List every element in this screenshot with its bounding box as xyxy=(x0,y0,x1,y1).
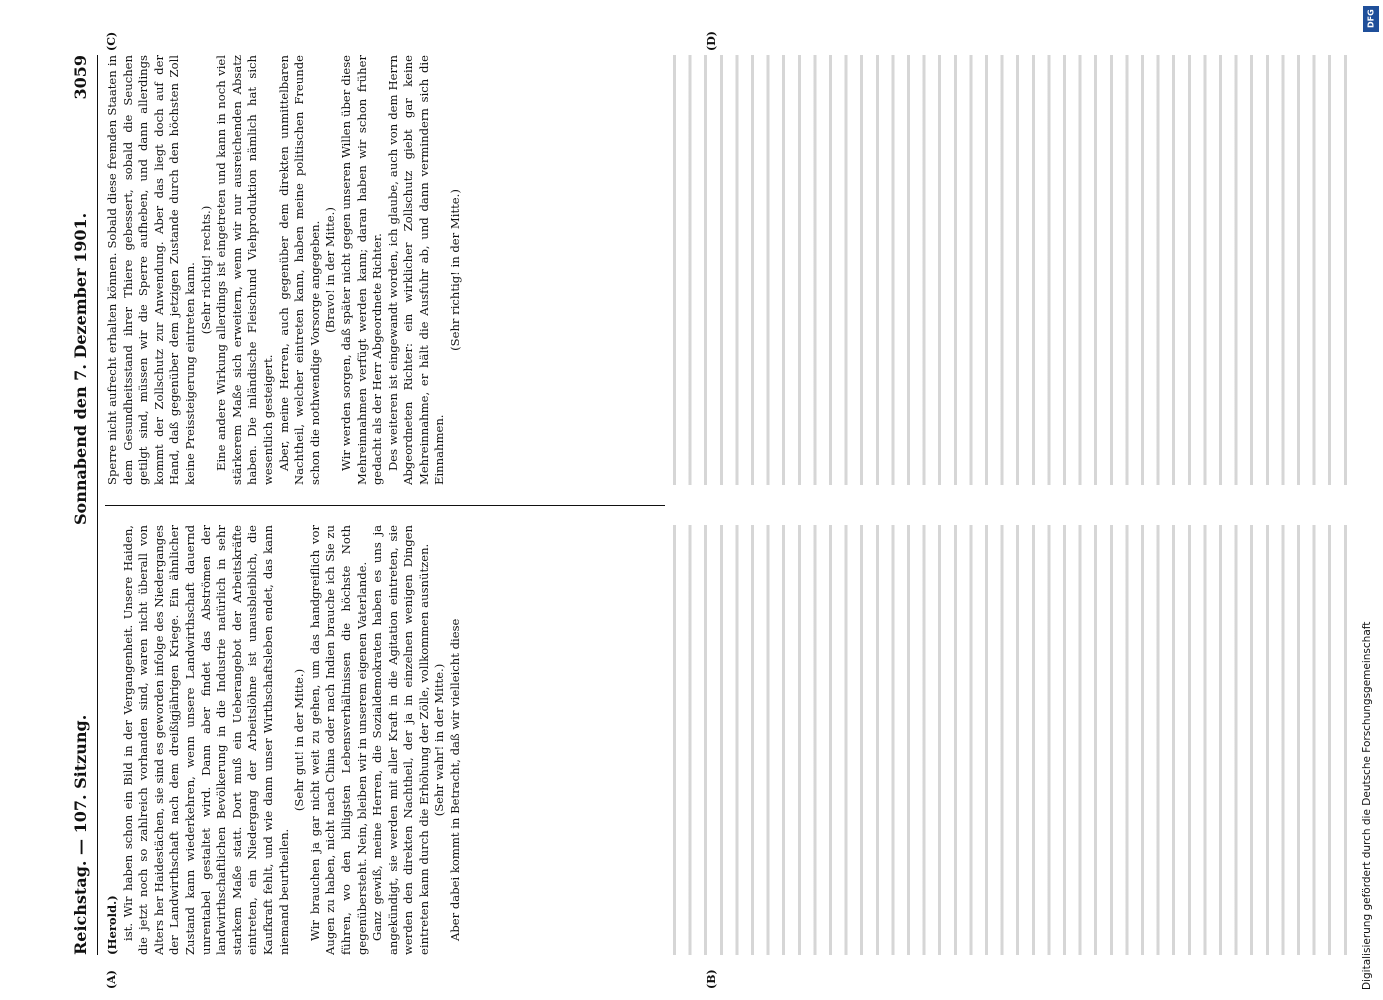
paragraph: Wir brauchen ja gar nicht weit zu gehen, um das handgreiflich vor Augen zu haben, nicht nach China oder nach Indien brauche ich Sie zu führen, wo den billigsten Lebensverhältnissen die höchste Noth gegenübersteht. Nein, bleiben wir in unserem eigenen Vaterlande. xyxy=(307,525,369,955)
column-rule xyxy=(105,505,665,506)
interjection: (Sehr richtig! in der Mitte.) xyxy=(448,189,463,351)
margin-marker-b: (B) xyxy=(705,969,718,989)
header-date: Sonnabend den 7. Dezember 1901. xyxy=(71,212,90,525)
speaker-name: (Herold.) xyxy=(105,895,119,955)
right-text-column xyxy=(105,55,665,485)
paragraph: Wir werden sorgen, daß später nicht gegen unseren Willen über diese Mehreinnahmen verfügt werden kann; daran haben wir schon früher gedacht als der Herr Abgeordnete Richter. xyxy=(338,55,385,485)
margin-marker-d: (D) xyxy=(705,31,718,51)
margin-marker-a: (A) xyxy=(105,970,118,989)
paragraph: Aber dabei kommt in Betracht, daß wir vielleicht diese xyxy=(448,618,463,941)
interjection: (Sehr gut! in der Mitte.) xyxy=(292,668,307,812)
left-text-column xyxy=(105,525,665,955)
dfg-logo: DFG xyxy=(1363,6,1379,32)
print-texture xyxy=(665,55,1355,485)
digitization-credit: Digitalisierung gefördert durch die Deutsche Forschungsgemeinschaft xyxy=(1361,621,1373,990)
paragraph: Aber, meine Herren, auch gegenüber dem direkten unmittelbaren Nachtheil, welcher eintreten kann, haben meine politischen Freunde schon die nothwendige Vorsorge angegeben. xyxy=(276,55,322,485)
interjection: (Bravo! in der Mitte.) xyxy=(323,207,338,333)
rotated-page-content xyxy=(65,31,1360,989)
paragraph: Des weiteren ist eingewandt worden, ich glaube, auch von dem Herrn Abgeordneten Richter: ein wirklicher Zollschutz giebt gar keine Mehreinnahme, er hält die Ausfuhr ab, und dann vermindern sich die Einnahmen. xyxy=(385,55,447,485)
margin-marker-c: (C) xyxy=(105,31,118,51)
interjection: (Sehr wahr! in der Mitte.) xyxy=(432,663,447,817)
page-header xyxy=(65,55,98,955)
page-number: 3059 xyxy=(71,55,90,100)
paragraph: ist. Wir haben schon ein Bild in der Vergangenheit. Unsere Haiden, die jetzt noch so zahlreich vorhanden sind, waren nicht überall von Alters her Haidestächen, sie sind es geworden infolge des Niederganges der Landwirthschaft nach dem dreißigjährigen Kriege. Ein ähnlicher Zustand kann wiederkehren, wenn unsere Landwirthschaft dauernd unrentabel gestaltet wird. Dann aber findet das Abströmen der landwirthschaftlichen Bevölkerung in die Industrie natürlich in sehr starkem Maße statt. Dort muß ein Ueberangebot der Arbeitskräfte eintreten, ein Niedergang der Arbeitslöhne ist unausbleiblich, die Kaufkraft fehlt, und wie dann unser Wirthschaftsleben endet, das kann niemand beurtheilen. xyxy=(120,525,291,955)
print-texture xyxy=(665,525,1355,955)
header-session: Reichstag. — 107. Sitzung. xyxy=(71,714,90,955)
interjection: (Sehr richtig! rechts.) xyxy=(198,205,213,335)
paragraph: Ganz gewiß, meine Herren, die Sozialdemokraten haben es uns ja angekündigt, sie werden mit aller Kraft in die Agitation eintreten, sie werden den direkten Nachtheil, der ja in einzelnen wenigen Dingen eintreten kann durch die Erhöhung der Zölle, vollkommen ausnützen. xyxy=(370,525,431,955)
paragraph: Sperre nicht aufrecht erhalten können. Sobald diese fremden Staaten in dem Gesundheitsstand ihrer Thiere gebessert, sobald die Seuchen getilgt sind, müssen wir die Sperre aufheben, und dann allerdings kommt der Zollschutz zur Anwendung. Aber das liegt doch auf der Hand, daß gegenüber dem jetzigen Zustande durch den höchsten Zoll keine Preissteigerung eintreten kann. xyxy=(105,55,197,485)
paragraph: Eine andere Wirkung allerdings ist eingetreten und kann in noch viel stärkerem Maße sich erweitern, wenn wir nur ausreichenden Absatz haben. Die inländische Fleischund Viehproduktion nämlich hat sich wesentlich gesteigert. xyxy=(214,55,275,485)
